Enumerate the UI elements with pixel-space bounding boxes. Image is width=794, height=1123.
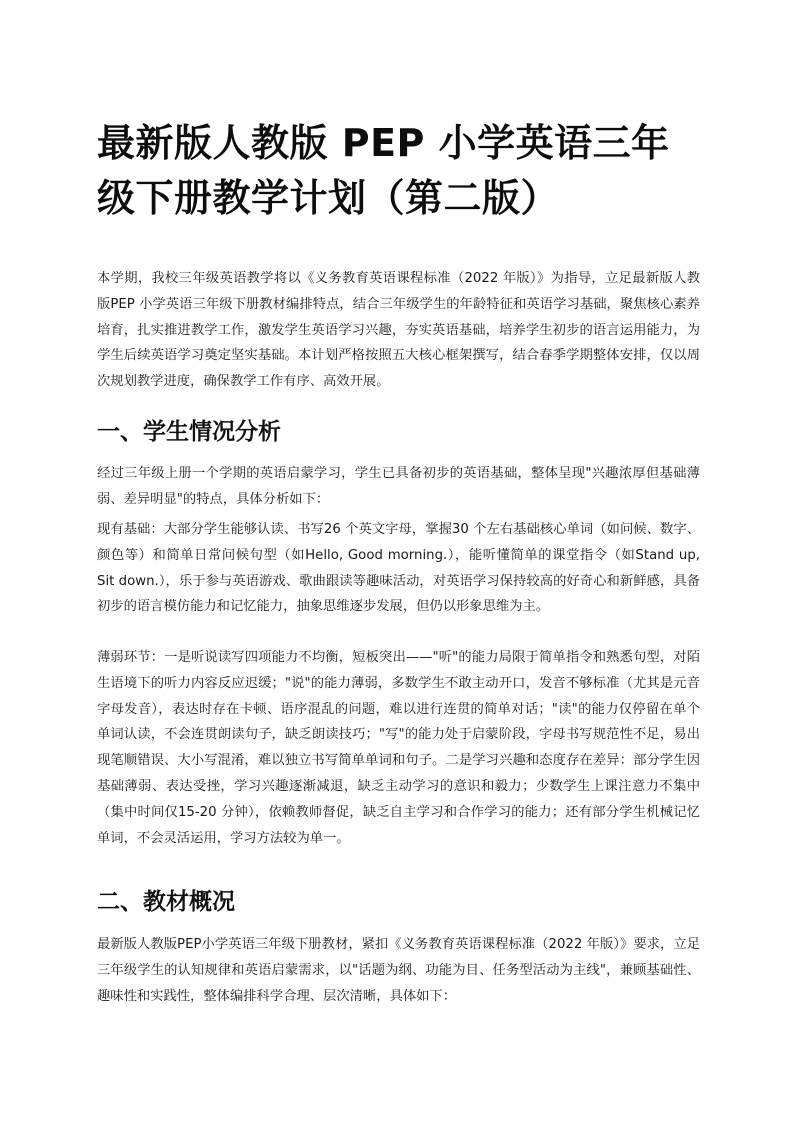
intro-paragraph: 本学期，我校三年级英语教学将以《义务教育英语课程标准（2022 年版）》为指导，立足最新版人教版PEP 小学英语三年级下册教材编排特点，结合三年级学生的年龄特征和英语学习基础，聚焦核心素养培育，扎实推进教学工作，激发学生英语学习兴趣，夯实英语基础，培养学生初步的语言运用能力，为学生后续英语学习奠定坚实基础。本计划严格按照五大核心框架撰写，结合春季学期整体安排，仅以周次规划教学进度，确保教学工作有序、高效开展。 — [97, 271, 700, 390]
student-analysis-overview: 经过三年级上册一个学期的英语启蒙学习，学生已具备初步的英语基础，整体呈现"兴趣浓厚但基础薄弱、差异明显"的特点，具体分析如下： — [97, 466, 700, 507]
student-analysis-existing-basis: 现有基础：大部分学生能够认读、书写26 个英文字母，掌握30 个左右基础核心单词（如问候、数字、颜色等）和简单日常问候句型（如Hello, Good morning.），能听懂简单的课堂指令（如Stand up, Sit down.），乐于参与英语游戏、歌曲跟读等趣味活动，对英语学习保持较高的好奇心和新鲜感，具备初步的语言模仿能力和记忆能力，抽象思维逐步发展，但仍以形象思维为主。 — [97, 522, 700, 615]
section-heading-student-analysis: 一、学生情况分析 — [97, 419, 281, 445]
student-analysis-weak-points: 薄弱环节：一是听说读写四项能力不均衡，短板突出——"听"的能力局限于简单指令和熟悉句型，对陌生语境下的听力内容反应迟缓；"说"的能力薄弱，多数学生不敢主动开口，发音不够标准（尤其是元音字母发音），表达时存在卡顿、语序混乱的问题，难以进行连贯的简单对话；"读"的能力仅停留在单个单词认读，不会连贯朗读句子，缺乏朗读技巧；"写"的能力处于启蒙阶段，字母书写规范性不足，易出现笔顺错误、大小写混淆，难以独立书写简单单词和句子。二是学习兴趣和态度存在差异：部分学生因基础薄弱、表达受挫，学习兴趣逐渐减退，缺乏主动学习的意识和毅力；少数学生上课注意力不集中（集中时间仅15-20 分钟），依赖教师督促，缺乏自主学习和合作学习的能力；还有部分学生机械记忆单词，不会灵活运用，学习方法较为单一。 — [97, 650, 700, 846]
section-heading-textbook-overview: 二、教材概况 — [97, 889, 235, 915]
document-title: 最新版人教版 PEP 小学英语三年级下册教学计划（第二版） — [97, 121, 670, 220]
textbook-overview-paragraph: 最新版人教版PEP小学英语三年级下册教材，紧扣《义务教育英语课程标准（2022 年版）》要求，立足三年级学生的认知规律和英语启蒙需求，以"话题为纲、功能为目、任务型活动为主线"，兼顾基础性、趣味性和实践性，整体编排科学合理、层次清晰，具体如下： — [97, 937, 700, 1004]
